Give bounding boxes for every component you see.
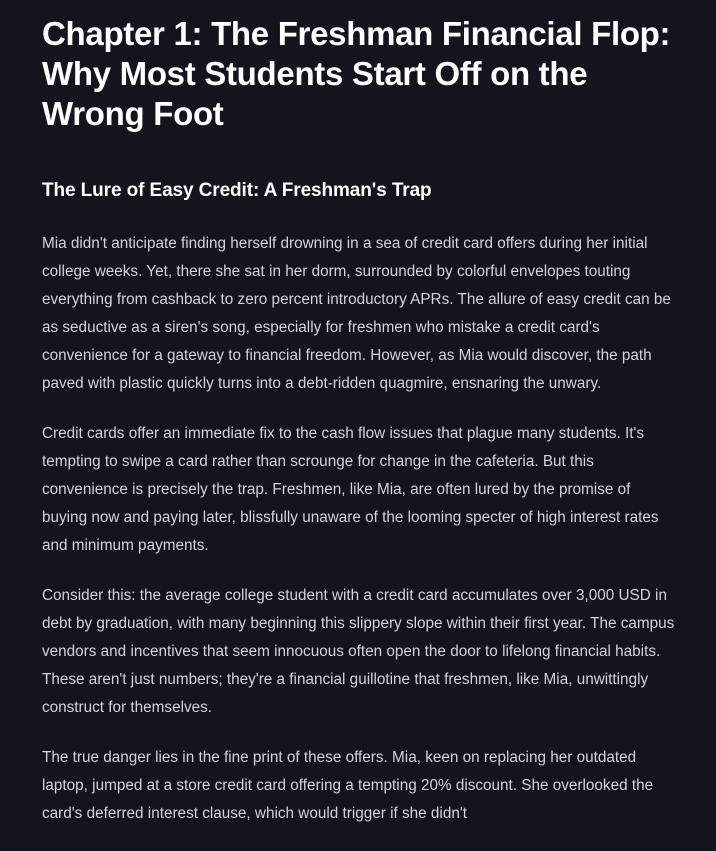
body-paragraph: Consider this: the average college student with a credit card accumulates over 3,000 USD in debt by graduation, with many beginning this slippery slope within their first year. The campus vendors and incentives that seem innocuous often open the door to lifelong financial habits. These aren't just numbers; they're a financial guillotine that freshmen, like Mia, unwittingly construct for themselves. — [42, 587, 675, 716]
body-paragraph: Mia didn't anticipate finding herself drowning in a sea of credit card offers during her initial college weeks. Yet, there she sat in her dorm, surrounded by colorful envelopes touting everything from cashback to zero percent introductory APRs. The allure of easy credit can be as seductive as a siren's song, especially for freshmen who mistake a credit card's convenience for a gateway to financial freedom. However, as Mia would discover, the path paved with plastic quickly turns into a debt-ridden quagmire, ensnaring the unwary. — [42, 235, 671, 392]
body-paragraph: Credit cards offer an immediate fix to the cash flow issues that plague many students. It's tempting to swipe a card rather than scrounge for change in the cafeteria. But this convenience is precisely the trap. Freshmen, like Mia, are often lured by the promise of buying now and paying later, blissfully unaware of the looming specter of high interest rates and minimum payments. — [42, 425, 659, 554]
section-heading: The Lure of Easy Credit: A Freshman's Trap — [42, 180, 432, 201]
body-paragraph: The true danger lies in the fine print of these offers. Mia, keen on replacing her outdated laptop, jumped at a store credit card offering a tempting 20% discount. She overlooked the card's deferred interest clause, which would trigger if she didn't — [42, 749, 654, 822]
page-title: Chapter 1: The Freshman Financial Flop: Why Most Students Start Off on the Wrong Foot — [42, 15, 671, 132]
